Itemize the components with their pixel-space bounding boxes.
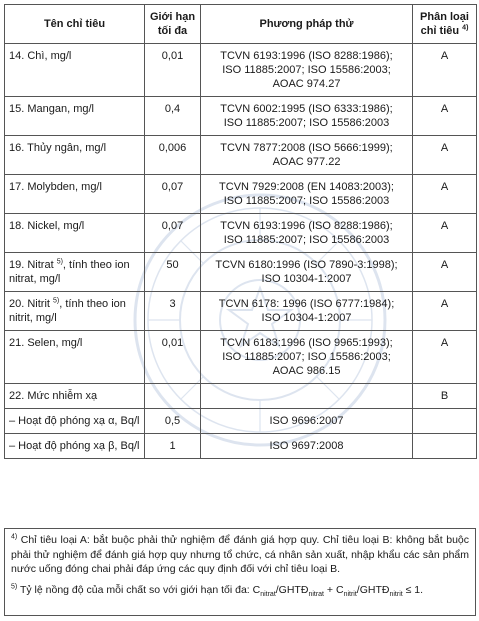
row-method bbox=[201, 292, 413, 331]
method-line: ISO 11885:2007; ISO 15586:2003; bbox=[222, 351, 391, 363]
method-line: TCVN 6183:1996 (ISO 9965:1993); bbox=[220, 337, 393, 349]
footnotes-box bbox=[4, 528, 476, 616]
footnote-5-sub: nitrit bbox=[389, 590, 403, 598]
row-limit: 0,01 bbox=[145, 331, 201, 384]
table-row bbox=[5, 175, 477, 214]
row-class bbox=[413, 409, 477, 434]
row-limit: 3 bbox=[145, 292, 201, 331]
row-name-pre: 19. Nitrat bbox=[9, 259, 57, 271]
header-limit bbox=[145, 5, 201, 44]
method-line: TCVN 6002:1995 (ISO 6333:1986); bbox=[220, 103, 393, 115]
header-class-line2: chỉ tiêu bbox=[420, 25, 460, 37]
row-class: A bbox=[413, 44, 477, 97]
footnote-ref: 5) bbox=[53, 297, 60, 305]
row-name: 17. Molybden, mg/l bbox=[5, 175, 145, 214]
row-name: 15. Mangan, mg/l bbox=[5, 97, 145, 136]
table-row bbox=[5, 136, 477, 175]
row-class: A bbox=[413, 292, 477, 331]
row-name-post: , tính theo ion nitrat, mg/l bbox=[9, 259, 130, 285]
row-name: 16. Thủy ngân, mg/l bbox=[5, 136, 145, 175]
method-line: AOAC 974.27 bbox=[272, 78, 341, 90]
footnote-5-part: /GHTĐ bbox=[356, 583, 390, 596]
method-line: ISO 9697:2008 bbox=[269, 440, 344, 452]
table-header-row bbox=[5, 5, 477, 44]
row-name-post: , tính theo ion nitrit, mg/l bbox=[9, 298, 126, 324]
row-method bbox=[201, 409, 413, 434]
row-name-pre: 20. Nitrit bbox=[9, 298, 54, 310]
table-row bbox=[5, 292, 477, 331]
method-line: TCVN 7929:2008 (EN 14083:2003); bbox=[219, 181, 394, 193]
row-name: 22. Mức nhiễm xạ bbox=[5, 384, 145, 409]
row-limit: 0,07 bbox=[145, 214, 201, 253]
method-line: ISO 11885:2007; ISO 15586:2003 bbox=[223, 117, 390, 129]
row-limit bbox=[145, 384, 201, 409]
row-class: A bbox=[413, 136, 477, 175]
method-line: AOAC 986.15 bbox=[272, 365, 341, 377]
row-name bbox=[5, 292, 145, 331]
row-method bbox=[201, 384, 413, 409]
table-row bbox=[5, 214, 477, 253]
footnote-5-part: + C bbox=[324, 583, 344, 596]
table-row bbox=[5, 384, 477, 409]
row-name: 18. Nickel, mg/l bbox=[5, 214, 145, 253]
footnote-5-marker: 5) bbox=[11, 583, 18, 590]
row-limit: 0,006 bbox=[145, 136, 201, 175]
row-method bbox=[201, 136, 413, 175]
header-criteria: Tên chỉ tiêu bbox=[5, 5, 145, 44]
footnote-4 bbox=[11, 533, 469, 577]
method-line: ISO 11885:2007; ISO 15586:2003 bbox=[223, 234, 390, 246]
method-line: ISO 11885:2007; ISO 15586:2003 bbox=[223, 195, 390, 207]
row-limit: 0,4 bbox=[145, 97, 201, 136]
header-limit-line1: Giới hạn bbox=[149, 11, 196, 23]
method-line: TCVN 7877:2008 (ISO 5666:1999); bbox=[220, 142, 393, 154]
row-method bbox=[201, 44, 413, 97]
table-row bbox=[5, 97, 477, 136]
method-line: TCVN 6193:1996 (ISO 8288:1986); bbox=[220, 50, 393, 62]
footnote-4-marker: 4) bbox=[11, 533, 18, 541]
row-name: – Hoạt độ phóng xạ α, Bq/l bbox=[5, 409, 145, 434]
row-name: 21. Selen, mg/l bbox=[5, 331, 145, 384]
row-name bbox=[5, 253, 145, 292]
table-row bbox=[5, 331, 477, 384]
method-line: ISO 9696:2007 bbox=[269, 415, 344, 427]
footnote-5-sub: nitrat bbox=[260, 590, 276, 598]
header-class bbox=[413, 5, 477, 44]
method-line: ISO 11885:2007; ISO 15586:2003; bbox=[222, 64, 391, 76]
footnote-4-text: Chỉ tiêu loại A: bắt buộc phải thử nghiệm để đánh giá hợp quy. Chỉ tiêu loại B: không bắt buộc phải thử nghiệm để đánh giá hợp quy nhưng tổ chức, cá nhân sản xuất, nhập khẩu các sản phẩm nước uống đóng chai phải đáp ứng các quy định đối với chỉ tiêu loại B. bbox=[11, 534, 469, 575]
footnote-5-sub: nitrit bbox=[343, 590, 357, 598]
header-class-sup: 4) bbox=[462, 24, 469, 32]
footnote-5 bbox=[11, 583, 469, 598]
header-method: Phương pháp thử bbox=[201, 5, 413, 44]
row-class: A bbox=[413, 331, 477, 384]
row-limit: 1 bbox=[145, 434, 201, 459]
row-limit: 0,5 bbox=[145, 409, 201, 434]
standards-table bbox=[4, 4, 477, 459]
row-method bbox=[201, 97, 413, 136]
row-method bbox=[201, 253, 413, 292]
row-name: 14. Chì, mg/l bbox=[5, 44, 145, 97]
row-class bbox=[413, 434, 477, 459]
footnote-ref: 5) bbox=[56, 258, 63, 266]
method-line: TCVN 6193:1996 (ISO 8288:1986); bbox=[220, 220, 393, 232]
row-class: A bbox=[413, 214, 477, 253]
row-name: – Hoạt độ phóng xạ β, Bq/l bbox=[5, 434, 145, 459]
method-line: ISO 10304-1:2007 bbox=[261, 312, 352, 324]
table-row bbox=[5, 44, 477, 97]
footnote-5-part: /GHTĐ bbox=[275, 583, 309, 596]
header-limit-line2: tối đa bbox=[157, 25, 188, 37]
method-line: AOAC 977.22 bbox=[272, 156, 341, 168]
table-row bbox=[5, 434, 477, 459]
row-class: A bbox=[413, 175, 477, 214]
row-method bbox=[201, 434, 413, 459]
footnote-5-part: ≤ 1. bbox=[402, 583, 424, 596]
row-limit: 0,07 bbox=[145, 175, 201, 214]
method-line: TCVN 6178: 1996 (ISO 6777:1984); bbox=[218, 298, 395, 310]
table-row bbox=[5, 253, 477, 292]
row-method bbox=[201, 214, 413, 253]
footnote-5-text: Tỷ lệ nồng độ của mỗi chất so với giới hạn tối đa: C bbox=[19, 583, 261, 596]
row-limit: 0,01 bbox=[145, 44, 201, 97]
footnote-5-sub: nitrat bbox=[308, 590, 324, 598]
table-row bbox=[5, 409, 477, 434]
row-class: A bbox=[413, 253, 477, 292]
row-method bbox=[201, 175, 413, 214]
row-limit: 50 bbox=[145, 253, 201, 292]
row-class: A bbox=[413, 97, 477, 136]
method-line: ISO 10304-1:2007 bbox=[261, 273, 352, 285]
method-line: TCVN 6180:1996 (ISO 7890-3:1998); bbox=[215, 259, 398, 271]
row-class: B bbox=[413, 384, 477, 409]
row-method bbox=[201, 331, 413, 384]
header-class-line1: Phân loại bbox=[420, 11, 469, 23]
